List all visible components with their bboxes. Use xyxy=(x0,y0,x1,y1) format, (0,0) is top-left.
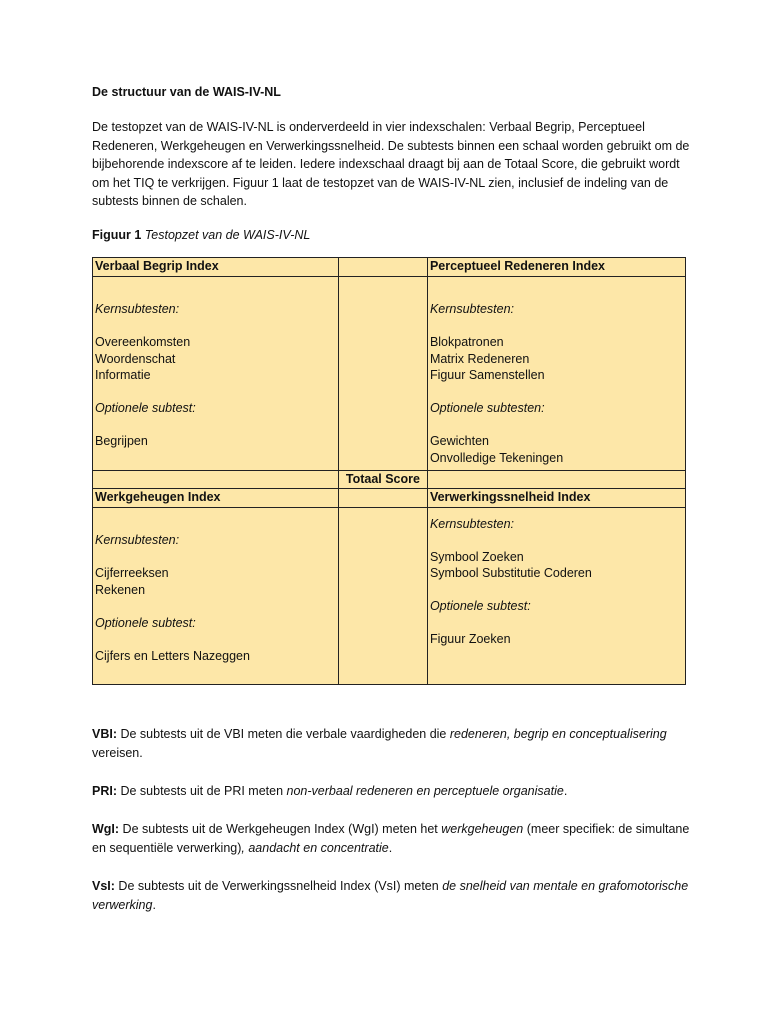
note-emphasis: non-verbaal redeneren en perceptuele organisatie xyxy=(286,783,564,798)
note-emphasis: , aandacht en concentratie xyxy=(241,840,389,855)
list-item: Blokpatronen xyxy=(429,335,504,350)
index-notes xyxy=(92,725,692,915)
note-emphasis: werkgeheugen xyxy=(441,821,524,836)
note-wgi xyxy=(92,820,692,858)
list-item: Informatie xyxy=(95,368,151,383)
note-emphasis: de snelheid van mentale en grafomotorische verwerking xyxy=(92,878,689,912)
vbi-core-label: Kernsubtesten: xyxy=(95,302,180,317)
wais-structure-table xyxy=(92,257,686,685)
note-text: . xyxy=(152,897,156,912)
note-vsi xyxy=(92,877,692,915)
note-emphasis: redeneren, begrip en conceptualisering xyxy=(449,726,667,741)
note-label: PRI: xyxy=(92,783,117,798)
vsi-subtests xyxy=(427,507,685,684)
pri-optional-label: Optionele subtesten: xyxy=(429,401,545,416)
note-vbi xyxy=(92,725,692,763)
figure-label: Figuur 1 xyxy=(92,227,142,242)
vsi-core-label: Kernsubtesten: xyxy=(429,516,515,531)
note-text: . xyxy=(563,783,568,798)
empty-cell xyxy=(338,276,427,471)
wgi-core-label: Kernsubtesten: xyxy=(95,533,180,548)
vbi-subtests xyxy=(93,276,339,471)
list-item: Figuur Samenstellen xyxy=(429,368,545,383)
document-page xyxy=(92,84,692,934)
empty-cell xyxy=(93,471,339,489)
pri-subtests xyxy=(427,276,685,471)
list-item: Symbool Substitutie Coderen xyxy=(429,566,592,581)
note-label: VBI: xyxy=(92,726,117,741)
note-text: . xyxy=(388,840,393,855)
note-text: De subtests uit de Werkgeheugen Index (WgI) meten het xyxy=(119,821,442,836)
total-score: Totaal Score xyxy=(338,471,427,489)
vsi-header: Verwerkingssnelheid Index xyxy=(427,488,685,507)
vbi-optional-label: Optionele subtest: xyxy=(95,401,196,416)
list-item: Onvolledige Tekeningen xyxy=(429,450,564,465)
list-item: Cijferreeksen xyxy=(95,566,169,581)
list-item: Figuur Zoeken xyxy=(429,632,511,647)
wgi-optional-label: Optionele subtest: xyxy=(95,615,196,630)
document-title: De structuur van de WAIS-IV-NL xyxy=(92,85,281,99)
note-text: De subtests uit de PRI meten xyxy=(117,783,287,798)
wgi-header: Werkgeheugen Index xyxy=(93,488,339,507)
list-item: Symbool Zoeken xyxy=(429,549,524,564)
note-pri xyxy=(92,782,692,801)
note-label: VsI: xyxy=(92,878,115,893)
list-item: Matrix Redeneren xyxy=(429,351,530,366)
list-item: Overeenkomsten xyxy=(95,335,191,350)
empty-cell xyxy=(338,488,427,507)
list-item: Woordenschat xyxy=(95,351,176,366)
note-label: WgI: xyxy=(92,821,120,836)
list-item: Begrijpen xyxy=(95,434,148,449)
figure-caption xyxy=(92,227,692,244)
empty-cell xyxy=(427,471,685,489)
empty-cell xyxy=(338,507,427,684)
figure-title: Testopzet van de WAIS-IV-NL xyxy=(144,227,311,242)
intro-paragraph: De testopzet van de WAIS-IV-NL is onderverdeeld in vier indexschalen: Verbaal Begrip, Perceptueel Redeneren, Werkgeheugen en Verwerkingssnelheid. De subtests binnen een schaal worden gebruikt om de bijbehorende indexscore af te leiden. Iedere indexschaal draagt bij aan de Totaal Score, die gebruikt wordt om het TIQ te verkrijgen. Figuur 1 laat de testopzet van de WAIS-IV-NL zien, inclusief de indeling van de subtests binnen de schalen. xyxy=(92,120,690,209)
list-item: Rekenen xyxy=(95,582,146,597)
list-item: Gewichten xyxy=(429,434,489,449)
note-text: De subtests uit de VBI meten die verbale vaardigheden die xyxy=(117,726,450,741)
wgi-subtests xyxy=(93,507,339,684)
pri-header: Perceptueel Redeneren Index xyxy=(427,257,685,276)
note-text: De subtests uit de Verwerkingssnelheid Index (VsI) meten xyxy=(114,878,443,893)
list-item: Cijfers en Letters Nazeggen xyxy=(95,648,250,663)
vsi-optional-label: Optionele subtest: xyxy=(429,599,531,614)
note-text: vereisen. xyxy=(92,745,143,760)
vbi-header: Verbaal Begrip Index xyxy=(93,257,339,276)
empty-cell xyxy=(338,257,427,276)
note-text: (meer specifiek: de simultane en sequentiële verwerking) xyxy=(92,821,690,855)
pri-core-label: Kernsubtesten: xyxy=(429,302,515,317)
